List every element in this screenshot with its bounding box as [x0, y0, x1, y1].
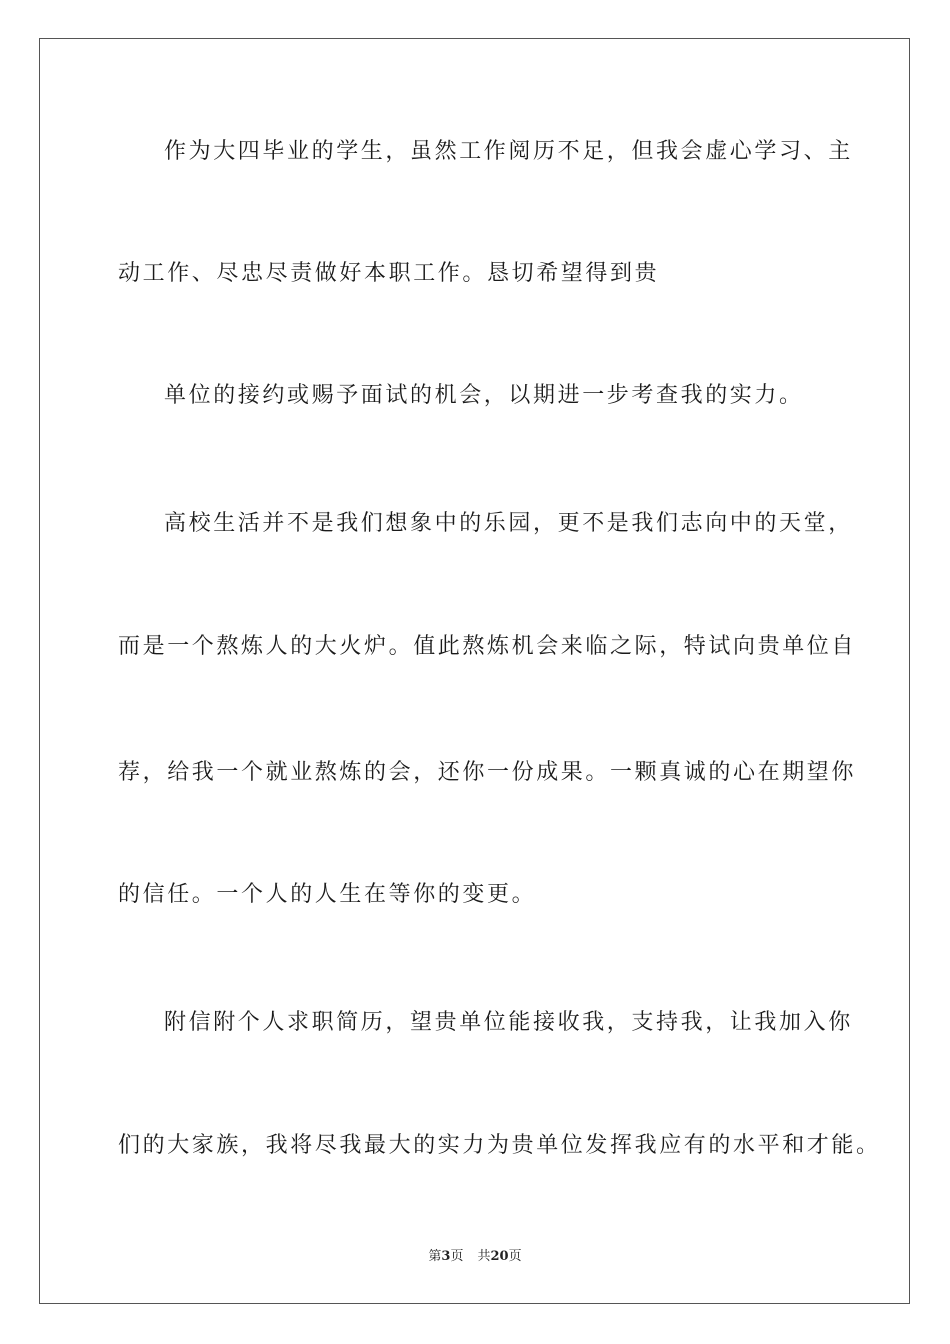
body-text-line-1: 作为大四毕业的学生，虽然工作阅历不足，但我会虚心学习、主: [164, 139, 853, 164]
body-text-line-7: 的信任。一个人的人生在等你的变更。: [118, 882, 537, 907]
total-suffix: 页: [508, 1249, 522, 1264]
body-text-line-6: 荐，给我一个就业熬炼的会，还你一份成果。一颗真诚的心在期望你: [118, 760, 857, 785]
body-text-line-9: 们的大家族，我将尽我最大的实力为贵单位发挥我应有的水平和才能。: [118, 1133, 881, 1158]
body-text-line-2: 动工作、尽忠尽责做好本职工作。恳切希望得到贵: [118, 261, 660, 286]
total-prefix: 共: [477, 1249, 491, 1264]
body-text-line-8: 附信附个人求职简历，望贵单位能接收我，支持我，让我加入你: [164, 1010, 853, 1035]
page-prefix: 第: [428, 1249, 442, 1264]
page-border: [39, 38, 910, 1304]
body-text-line-5: 而是一个熬炼人的大火炉。值此熬炼机会来临之际，特试向贵单位自: [118, 634, 857, 659]
body-text-line-3: 单位的接约或赐予面试的机会，以期进一步考查我的实力。: [164, 383, 804, 408]
body-text-line-4: 高校生活并不是我们想象中的乐园，更不是我们志向中的天堂，: [164, 511, 853, 536]
total-pages: 20: [490, 1249, 509, 1264]
page-suffix: 页: [450, 1249, 464, 1264]
page-footer: [0, 1245, 950, 1264]
page-number: 3: [441, 1249, 451, 1264]
